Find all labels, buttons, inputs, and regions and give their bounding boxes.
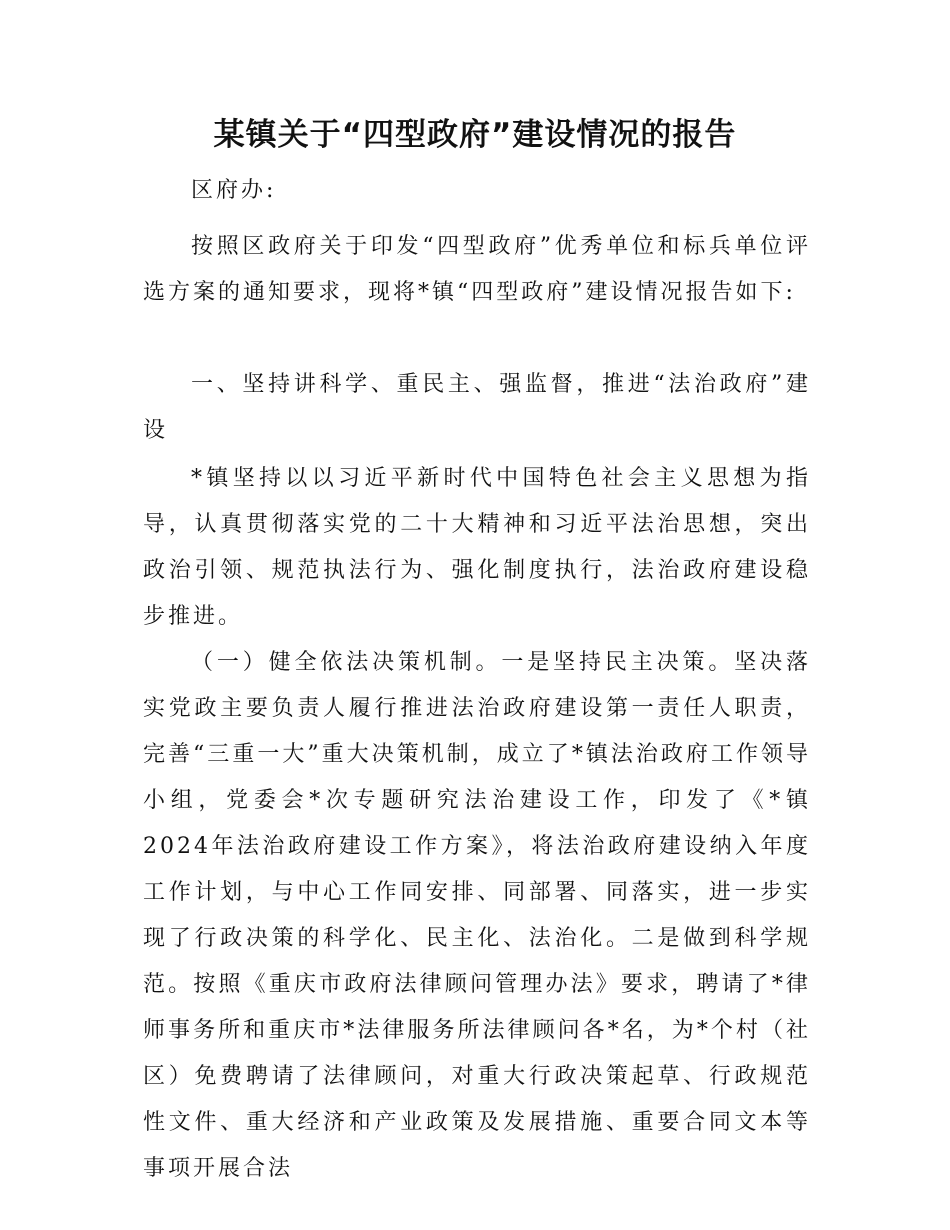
document-title: 某镇关于“四型政府”建设情况的报告: [213, 117, 737, 153]
paragraph-section-1-summary: *镇坚持以以习近平新时代中国特色社会主义思想为指导，认真贯彻落实党的二十大精神和习近平法治思想，突出政治引领、规范执法行为、强化制度执行，法治政府建设稳步推进。: [143, 466, 811, 629]
paragraph-subsection-1: （一）健全依法决策机制。一是坚持民主决策。坚决落实党政主要负责人履行推进法治政府建设第一责任人职责，完善“三重一大”重大决策机制，成立了*镇法治政府工作领导小组，党委会*次专题研究法治建设工作，印发了《*镇2024年法治政府建设工作方案》，将法治政府建设纳入年度工作计划，与中心工作同安排、同部署、同落实，进一步实现了行政决策的科学化、民主化、法治化。二是做到科学规范。按照《重庆市政府法律顾问管理办法》要求，聘请了*律师事务所和重庆市*法律服务所法律顾问各*名，为*个村（社区）免费聘请了法律顾问，对重大行政决策起草、行政规范性文件、重大经济和产业政策及发展措施、重要合同文本等事项开展合法: [143, 650, 811, 1181]
paragraph-intro: 按照区政府关于印发“四型政府”优秀单位和标兵单位评选方案的通知要求，现将*镇“四型政府”建设情况报告如下:: [143, 234, 811, 305]
salutation: 区府办:: [191, 178, 277, 203]
section-heading-1: 一、坚持讲科学、重民主、强监督，推进“法治政府”建设: [143, 372, 811, 443]
